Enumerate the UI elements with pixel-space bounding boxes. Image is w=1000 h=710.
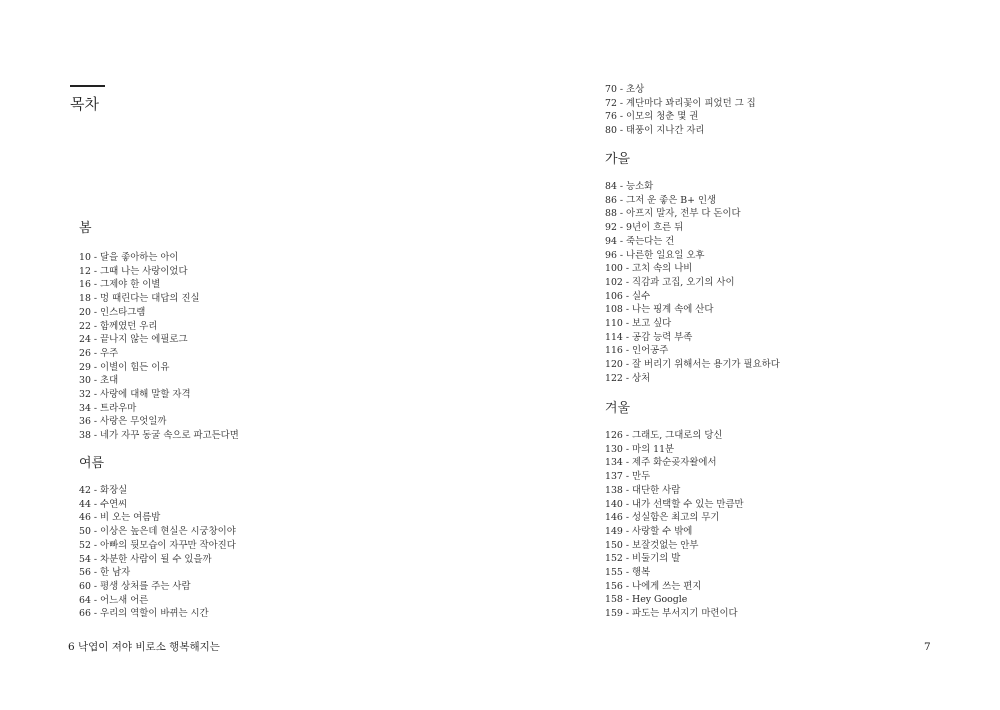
toc-entry: 18 - 멍 때린다는 대답의 진실 xyxy=(79,293,200,305)
toc-entry: 70 - 초상 xyxy=(605,84,645,95)
toc-entry: 72 - 계단마다 꽈리꽃이 피었던 그 집 xyxy=(605,97,756,109)
section-title-autumn: 가을 xyxy=(605,152,631,167)
toc-entry: 22 - 함께였던 우리 xyxy=(79,320,158,332)
toc-entry: 126 - 그래도, 그대로의 당신 xyxy=(605,430,723,441)
toc-entry: 116 - 인어공주 xyxy=(605,345,669,357)
section-autumn xyxy=(605,151,780,386)
toc-entry: 88 - 아프지 말자, 전부 다 돈이다 xyxy=(605,208,741,220)
section-title-winter: 겨울 xyxy=(605,401,631,416)
toc-entry: 158 - Hey Google xyxy=(605,594,688,606)
title-rule xyxy=(70,85,105,87)
toc-entry: 94 - 죽는다는 건 xyxy=(605,235,675,247)
toc-entry: 24 - 끝나지 않는 에필로그 xyxy=(79,334,188,346)
toc-entry: 36 - 사랑은 무엇일까 xyxy=(79,416,167,428)
toc-entry: 26 - 우주 xyxy=(79,347,119,359)
toc-entry: 159 - 파도는 부서지기 마련이다 xyxy=(605,608,738,620)
toc-entry: 38 - 네가 자꾸 동굴 속으로 파고든다면 xyxy=(79,430,239,442)
toc-entry: 138 - 대단한 사람 xyxy=(605,484,681,496)
entries-winter xyxy=(605,429,744,621)
toc-entry: 122 - 상처 xyxy=(605,372,651,384)
toc-title: 목차 xyxy=(70,95,99,113)
toc-entry: 76 - 이모의 청춘 몇 권 xyxy=(605,111,699,123)
toc-entry: 106 - 실수 xyxy=(605,290,651,302)
toc-entry: 134 - 제주 화순곶자왈에서 xyxy=(605,457,717,469)
toc-entry: 50 - 이상은 높은데 현실은 시궁창이야 xyxy=(79,526,236,538)
toc-entry: 100 - 고치 속의 나비 xyxy=(605,263,693,275)
toc-entry: 130 - 마의 11분 xyxy=(605,443,675,455)
toc-entry: 152 - 비둘기의 발 xyxy=(605,553,681,565)
toc-entry: 34 - 트라우마 xyxy=(79,402,137,414)
left-footer: 6 낙엽이 져야 비로소 행복해지는 xyxy=(68,641,220,653)
toc-entry: 140 - 내가 선택할 수 있는 만큼만 xyxy=(605,498,744,510)
toc-entry: 42 - 화장실 xyxy=(79,485,128,496)
toc-entry: 44 - 수연씨 xyxy=(79,498,128,510)
toc-entry: 66 - 우리의 역할이 바뀌는 시간 xyxy=(79,608,209,620)
toc-entry: 20 - 인스타그램 xyxy=(79,306,146,318)
toc-entry: 96 - 나른한 일요일 오후 xyxy=(605,249,705,261)
toc-entry: 110 - 보고 싶다 xyxy=(605,318,672,330)
toc-entry: 146 - 성실함은 최고의 무기 xyxy=(605,512,720,524)
entries-spring xyxy=(79,251,239,443)
section-title-summer: 여름 xyxy=(79,456,105,471)
toc-entry: 86 - 그저 운 좋은 B+ 인생 xyxy=(605,194,717,206)
toc-entry: 30 - 초대 xyxy=(79,375,119,387)
toc-entry: 12 - 그때 나는 사랑이었다 xyxy=(79,265,188,277)
section-title-spring: 봄 xyxy=(79,221,92,236)
toc-entry: 137 - 만두 xyxy=(605,471,651,483)
toc-entry: 114 - 공감 능력 부족 xyxy=(605,331,693,343)
right-footer: 7 xyxy=(924,641,931,653)
section-spring xyxy=(79,220,239,443)
toc-entry: 156 - 나에게 쓰는 편지 xyxy=(605,580,702,592)
toc-entry: 54 - 차분한 사람이 될 수 있을까 xyxy=(79,553,212,565)
toc-entry: 32 - 사랑에 대해 말할 자격 xyxy=(79,389,191,401)
toc-entry: 52 - 아빠의 뒷모습이 자꾸만 작아진다 xyxy=(79,539,236,551)
entries-summer xyxy=(79,484,236,621)
entries-summer-continued xyxy=(605,83,756,138)
toc-entry: 150 - 보잘것없는 안부 xyxy=(605,539,699,551)
section-summer xyxy=(79,455,236,621)
toc-entry: 120 - 잘 버리기 위해서는 용기가 필요하다 xyxy=(605,359,780,371)
toc-entry: 10 - 달을 좋아하는 아이 xyxy=(79,252,179,263)
toc-entry: 64 - 어느새 어른 xyxy=(79,594,149,606)
toc-entry: 92 - 9년이 흐른 뒤 xyxy=(605,222,684,234)
section-summer-continued xyxy=(605,83,756,138)
toc-entry: 46 - 비 오는 여름밤 xyxy=(79,512,161,524)
toc-entry: 16 - 그제야 한 이별 xyxy=(79,279,161,291)
toc-entry: 80 - 태풍이 지나간 자리 xyxy=(605,125,705,137)
right-page xyxy=(500,0,1000,710)
section-winter xyxy=(605,400,744,621)
toc-entry: 108 - 나는 핑계 속에 산다 xyxy=(605,304,714,316)
toc-entry: 149 - 사랑할 수 밖에 xyxy=(605,525,693,537)
toc-entry: 60 - 평생 상처를 주는 사람 xyxy=(79,580,191,592)
toc-entry: 155 - 행복 xyxy=(605,567,651,579)
toc-entry: 29 - 이별이 힘든 이유 xyxy=(79,361,170,373)
toc-entry: 102 - 직감과 고집, 오기의 사이 xyxy=(605,276,735,288)
toc-entry: 84 - 능소화 xyxy=(605,181,654,192)
toc-entry: 56 - 한 남자 xyxy=(79,567,131,579)
entries-autumn xyxy=(605,180,780,386)
